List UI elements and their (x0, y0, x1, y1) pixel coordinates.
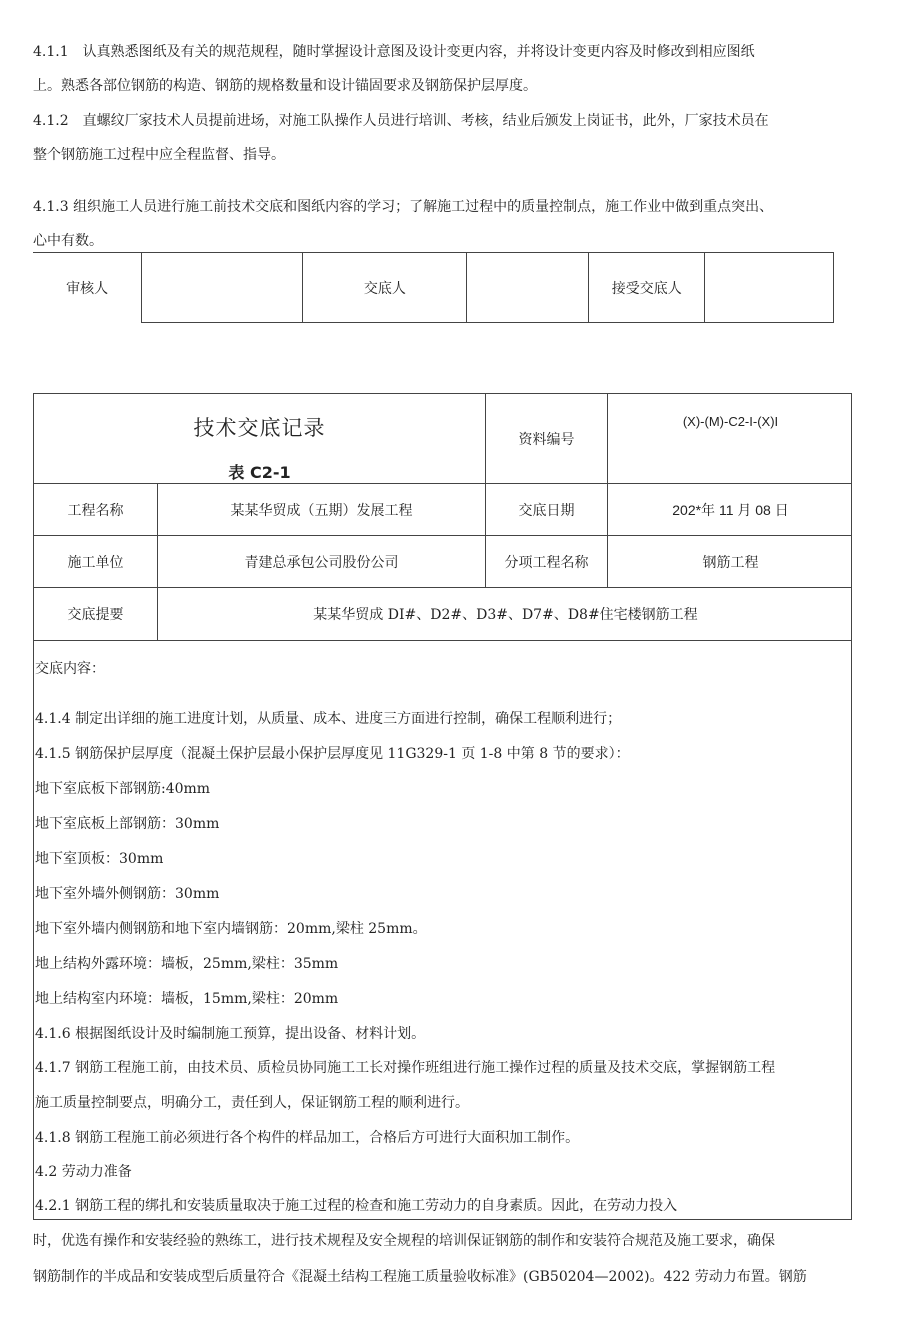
signature-table (33, 252, 834, 323)
content-line: 4.1.4 制定出详细的施工进度计划，从质量、成本、进度三方面进行控制，确保工程顺利进行； (35, 711, 622, 727)
discloser-label: 交底人 (303, 253, 467, 323)
content-line: 4.1.6 根据图纸设计及时编制施工预算，提出设备、材料计划。 (35, 1026, 426, 1042)
content-line: 4.2.1 钢筋工程的绑扎和安装质量取决于施工过程的检查和施工劳动力的自身素质。因此，在劳动力投入 (35, 1198, 678, 1214)
project-name-label: 工程名称 (67, 502, 124, 519)
intro-p3-line2: 心中有数。 (33, 233, 103, 249)
intro-p2-line1: 4.1.2 直螺纹厂家技术人员提前进场，对施工队操作人员进行培训、考核，结业后颁发上岗证书，此外，厂家技术员在 (33, 113, 769, 129)
content-line: 4.1.5 钢筋保护层厚度（混凝土保护层最小保护层厚度见 11G329-1 页 1-8 中第 8 节的要求）： (35, 746, 630, 762)
subproject-value: 钢筋工程 (702, 554, 759, 571)
receiver-value (705, 253, 834, 323)
intro-p1-line2: 上。熟悉各部位钢筋的构造、钢筋的规格数量和设计锚固要求及钢筋保护层厚度。 (33, 78, 537, 94)
date-label: 交底日期 (518, 502, 575, 519)
content-label: 交底内容： (35, 661, 105, 677)
intro-p1-line1: 4.1.1 认真熟悉图纸及有关的规范规程，随时掌握设计意图及设计变更内容，并将设计变更内容及时修改到相应图纸 (33, 44, 755, 60)
content-line: 地下室外墙内侧钢筋和地下室内墙钢筋：20mm,梁柱 25mm。 (35, 921, 427, 937)
content-line: 4.1.8 钢筋工程施工前必须进行各个构件的样品加工，合格后方可进行大面积加工制作。 (35, 1130, 580, 1146)
content-line: 地下室外墙外侧钢筋：30mm (35, 886, 220, 902)
intro-p2-line2: 整个钢筋施工过程中应全程监督、指导。 (33, 147, 285, 163)
content-line: 地上结构室内环境：墙板，15mm,梁柱：20mm (35, 991, 339, 1007)
rule (34, 640, 851, 641)
discloser-value (467, 253, 589, 323)
intro-p3-line1: 4.1.3 组织施工人员进行施工前技术交底和图纸内容的学习；了解施工过程中的质量控制点，施工作业中做到重点突出、 (33, 199, 774, 215)
content-line: 地下室顶板：30mm (35, 851, 164, 867)
content-line: 地上结构外露环境：墙板，25mm,梁柱：35mm (35, 956, 339, 972)
doc-no-value: (X)-(M)-C2-I-(X)I (682, 414, 779, 429)
content-line: 地下室底板上部钢筋：30mm (35, 816, 220, 832)
contractor-label: 施工单位 (67, 554, 124, 571)
form-number: 表 C2-1 (228, 463, 291, 482)
reviewer-label: 审核人 (33, 253, 142, 323)
summary-label: 交底提要 (67, 607, 124, 623)
date-value: 202*年 11 月 08 日 (672, 501, 789, 518)
technical-disclosure-record (33, 393, 852, 1220)
subproject-label: 分项工程名称 (504, 554, 589, 571)
content-line: 地下室底板下部钢筋:40mm (35, 781, 211, 797)
content-line: 施工质量控制要点，明确分工，责任到人，保证钢筋工程的顺利进行。 (35, 1095, 469, 1111)
content-line: 4.2 劳动力准备 (35, 1164, 132, 1180)
tail-line2: 钢筋制作的半成品和安装成型后质量符合《混凝土结构工程施工质量验收标准》(GB50204—2002)。422 劳动力布置。钢筋 (33, 1269, 807, 1285)
reviewer-value (142, 253, 303, 323)
content-line: 4.1.7 钢筋工程施工前，由技术员、质检员协同施工工长对操作班组进行施工操作过程的质量及技术交底，掌握钢筋工程 (35, 1060, 776, 1076)
contractor-value: 青建总承包公司股份公司 (244, 554, 399, 571)
summary-value: 某某华贸成 DI#、D2#、D3#、D7#、D8#住宅楼钢筋工程 (313, 607, 698, 623)
receiver-label: 接受交底人 (589, 253, 705, 323)
record-title: 技术交底记录 (193, 416, 326, 440)
tail-line1: 时，优选有操作和安装经验的熟练工，进行技术规程及安全规程的培训保证钢筋的制作和安装符合规范及施工要求，确保 (33, 1233, 775, 1249)
doc-no-label: 资料编号 (518, 431, 575, 448)
project-name-value: 某某华贸成（五期）发展工程 (230, 502, 413, 519)
